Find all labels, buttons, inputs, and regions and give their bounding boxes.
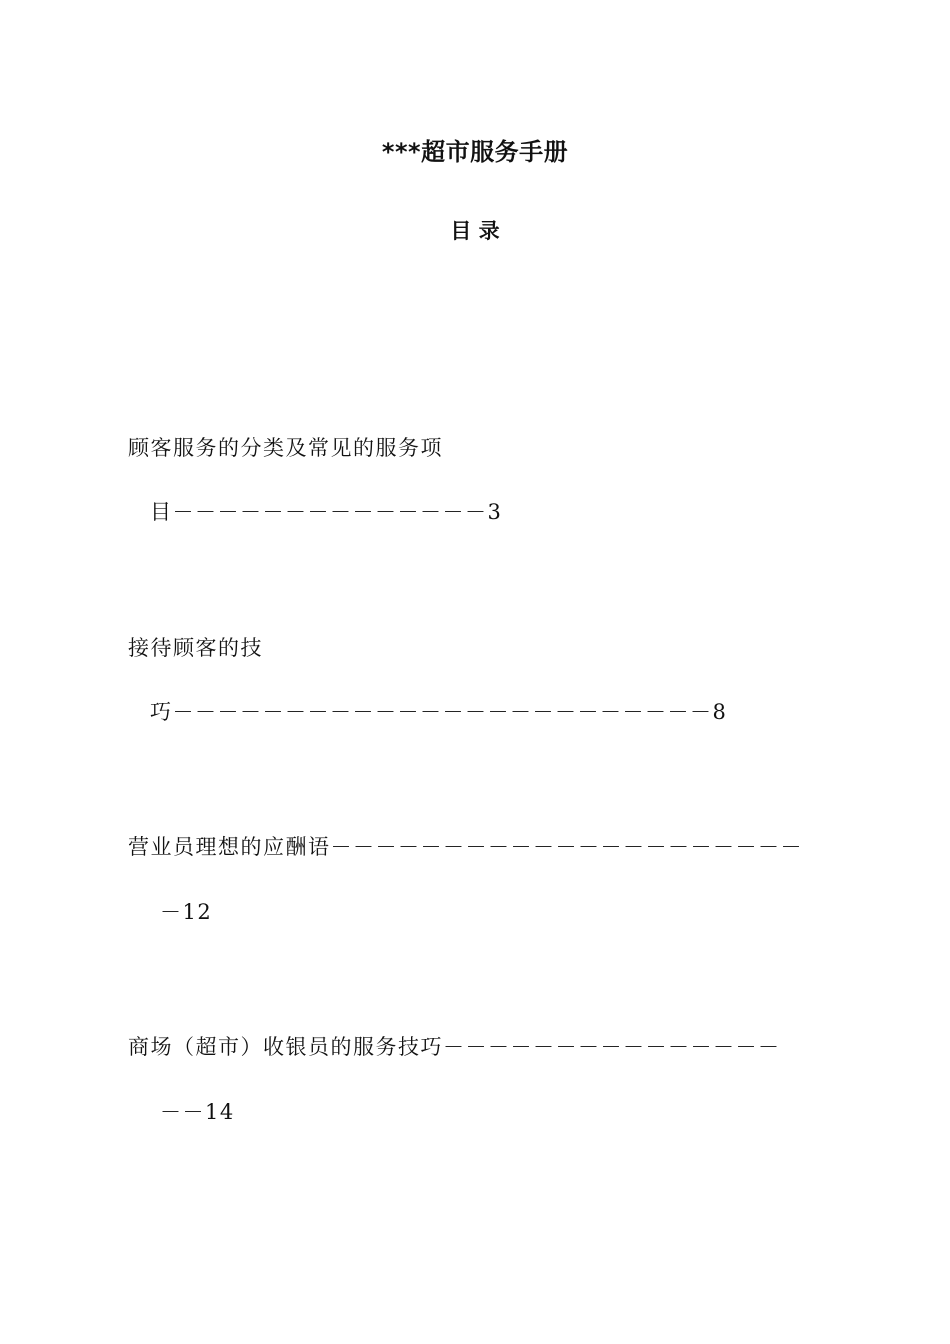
toc-entry-title: 接待顾客的技 (128, 636, 263, 660)
toc-entry-page-line: －－14 (160, 1100, 235, 1124)
toc-entry-page-line: －12 (160, 900, 213, 924)
toc-entry-title: 顾客服务的分类及常见的服务项 (128, 436, 443, 460)
toc-entry-page-line: 巧－－－－－－－－－－－－－－－－－－－－－－－－8 (150, 700, 728, 724)
toc-entry-title: 商场（超市）收银员的服务技巧－－－－－－－－－－－－－－－ (128, 1035, 781, 1059)
page-title: ***超市服务手册 (381, 138, 569, 166)
toc-entry-page-line: 目－－－－－－－－－－－－－－3 (150, 500, 503, 524)
toc-entry-title: 营业员理想的应酬语－－－－－－－－－－－－－－－－－－－－－ (128, 835, 803, 859)
toc-heading: 目 录 (450, 219, 500, 243)
